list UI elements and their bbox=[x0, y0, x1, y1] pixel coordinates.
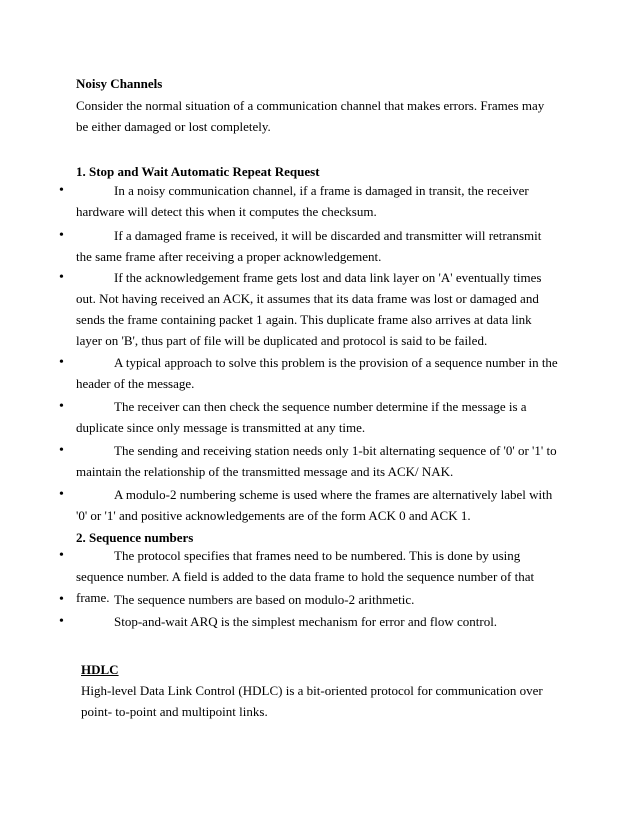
bullet-icon: • bbox=[59, 487, 64, 502]
list-item-text: A typical approach to solve this problem is the provision of a sequence number in the header of the message. bbox=[76, 355, 558, 391]
bullet-icon: • bbox=[59, 548, 64, 563]
section-title-stop-and-wait: 1. Stop and Wait Automatic Repeat Request bbox=[76, 164, 320, 179]
list-item-text: Stop-and-wait ARQ is the simplest mechanism for error and flow control. bbox=[114, 614, 498, 629]
bullet-icon: • bbox=[59, 399, 64, 414]
section-title-noisy-channels: Noisy Channels bbox=[76, 76, 163, 91]
list-item-text: The sequence numbers are based on modulo-2 arithmetic. bbox=[114, 592, 415, 607]
list-item-text: If a damaged frame is received, it will be discarded and transmitter will retransmit the same frame after receiving a proper acknowledgement. bbox=[76, 228, 542, 264]
section-title-hdlc: HDLC bbox=[81, 662, 119, 677]
bullet-icon: • bbox=[59, 270, 64, 285]
bullet-icon: • bbox=[59, 183, 64, 198]
section-title-sequence-numbers: 2. Sequence numbers bbox=[76, 530, 194, 545]
list-item-text: In a noisy communication channel, if a frame is damaged in transit, the receiver hardware will detect this when it computes the checksum. bbox=[76, 183, 529, 219]
bullet-icon: • bbox=[59, 443, 64, 458]
list-item-text: A modulo-2 numbering scheme is used where the frames are alternatively label with '0' or '1' and positive acknowledgements are of the form ACK 0 and ACK 1. bbox=[76, 487, 553, 523]
bullet-icon: • bbox=[59, 592, 64, 607]
bullet-icon: • bbox=[59, 355, 64, 370]
bullet-icon: • bbox=[59, 614, 64, 629]
hdlc-paragraph: High-level Data Link Control (HDLC) is a bit-oriented protocol for communication over point- to-point and multipoint links. bbox=[81, 683, 543, 719]
intro-paragraph: Consider the normal situation of a communication channel that makes errors. Frames may be either damaged or lost completely. bbox=[76, 98, 545, 134]
list-item-text: The sending and receiving station needs only 1-bit alternating sequence of '0' or '1' to maintain the relationship of the transmitted message and its ACK/ NAK. bbox=[76, 443, 557, 479]
bullet-icon: • bbox=[59, 228, 64, 243]
list-item-text: If the acknowledgement frame gets lost and data link layer on 'A' eventually times out. Not having received an ACK, it assumes that its data frame was lost or damaged and sends the frame containing packet 1 again. This duplicate frame also arrives at data link layer on 'B', thus part of file will be duplicated and protocol is said to be failed. bbox=[76, 270, 542, 348]
list-item-text: The receiver can then check the sequence number determine if the message is a duplicate since only message is transmitted at any time. bbox=[76, 399, 527, 435]
list-item-text: The protocol specifies that frames need to be numbered. This is done by using sequence number. A field is added to the data frame to hold the sequence number of that frame. bbox=[76, 548, 535, 605]
